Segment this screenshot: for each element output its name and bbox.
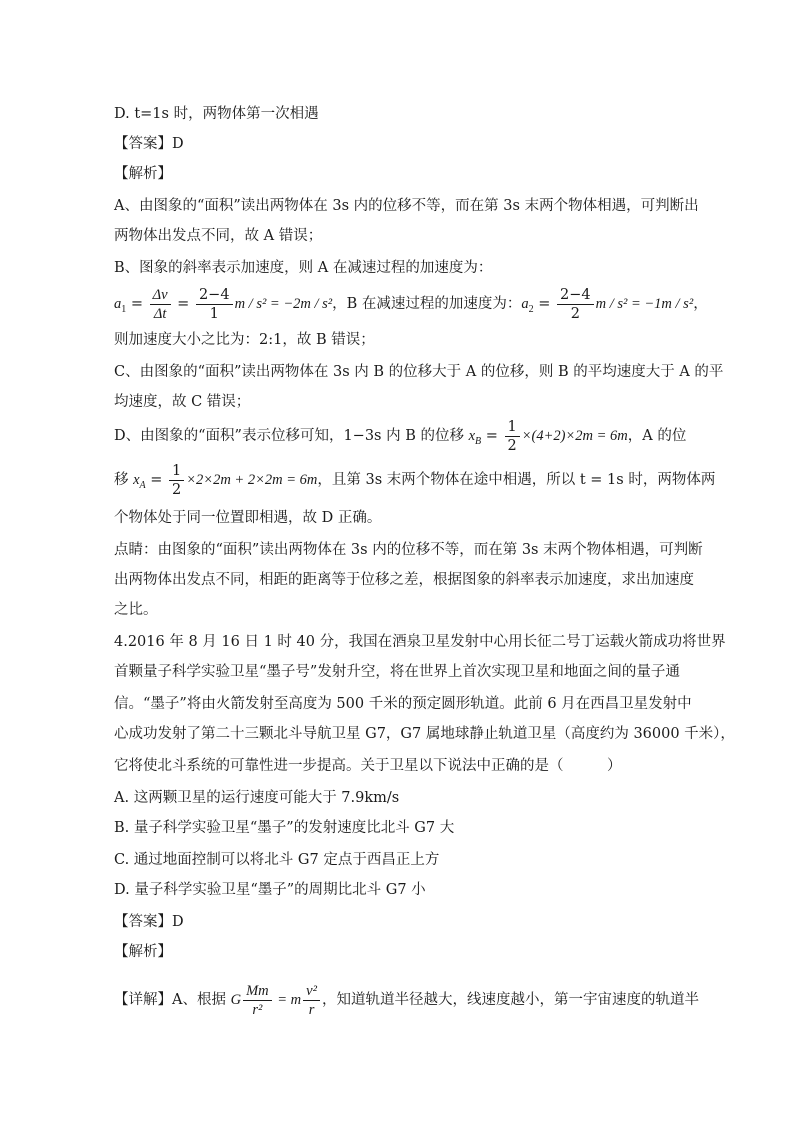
xb-denominator: 2	[507, 437, 517, 454]
option-b: B. 量子科学实验卫星“墨子”的发射速度比北斗 G7 大	[114, 820, 455, 836]
a1-subscript: 1	[121, 303, 127, 315]
analysis-b-line-1: B、图象的斜率表示加速度，则 A 在减速过程的加速度为：	[114, 260, 493, 276]
answer-label: 【答案】D	[114, 136, 184, 152]
xb-equals: =	[481, 428, 503, 444]
a1-value-fraction	[196, 286, 233, 323]
answer-label-2: 【答案】D	[114, 914, 184, 930]
detail-line	[114, 980, 699, 1020]
equals-m: = m	[273, 992, 302, 1008]
question-4-line-3: 信。“墨子”将由火箭发射至高度为 500 千米的预定圆形轨道。此前 6 月在西昌卫星发射中	[114, 696, 692, 712]
xb-numerator: 1	[505, 418, 520, 437]
xa-subscript: A	[139, 479, 146, 491]
analysis-d-line-3: 个物体处于同一位置即相遇，故 D 正确。	[114, 510, 382, 526]
xa-result: ×2×2m + 2×2m = 6m	[186, 472, 318, 488]
xb-result: ×(4+2)×2m = 6m	[521, 428, 628, 444]
option-d: D. 量子科学实验卫星“墨子”的周期比北斗 G7 小	[114, 882, 426, 898]
dv-dt-fraction	[150, 286, 171, 323]
a1-denominator: 1	[209, 305, 219, 322]
analysis-a-line-1: A、由图象的“面积”读出两物体在 3s 内的位移不等，而在第 3s 末两个物体相遇，可判断出	[114, 198, 699, 214]
option-a: A. 这两颗卫星的运行速度可能大于 7.9km/s	[114, 790, 400, 806]
l12-pre: 移	[114, 472, 134, 488]
tip-line-2: 出两物体出发点不同，相距的距离等于位移之差，根据图象的斜率表示加速度，求出加速度	[114, 572, 694, 588]
g-symbol: G	[230, 992, 242, 1008]
l12-post: ，且第 3s 末两个物体在途中相遇，所以 t = 1s 时，两物体两	[317, 472, 716, 488]
dv-numerator: Δv	[150, 286, 171, 305]
xb-subscript: B	[475, 435, 482, 447]
question-4-line-2: 首颗量子科学实验卫星“墨子号”发射升空，将在世界上首次实现卫星和地面之间的量子通	[114, 664, 680, 680]
a1-symbol: a	[114, 296, 122, 312]
xa-denominator: 2	[172, 481, 182, 498]
xb-symbol: x	[468, 428, 476, 444]
a2-value-fraction	[557, 286, 594, 323]
option-d-line: D. t=1s 时，两物体第一次相遇	[114, 106, 319, 122]
question-4-line-5: 它将使北斗系统的可靠性进一步提高。关于卫星以下说法中正确的是（ ）	[114, 758, 622, 774]
a1-numerator: 2−4	[196, 286, 233, 305]
a1-result: m / s² = −2m / s²	[234, 296, 333, 312]
question-4-line-1: 4.2016 年 8 月 16 日 1 时 40 分，我国在酒泉卫星发射中心用长征二号丁运载火箭成功将世界	[114, 634, 726, 650]
a2-subscript: 2	[528, 303, 534, 315]
detail-post: ，知道轨道半径越大，线速度越小，第一宇宙速度的轨道半	[321, 992, 699, 1008]
a2-tail: ，	[693, 296, 708, 312]
analysis-label-2: 【解析】	[114, 944, 172, 960]
b-deceleration-text: ，B 在减速过程的加速度为：	[332, 296, 522, 312]
r-denominator: r	[308, 1001, 315, 1018]
a2-result: m / s² = −1m / s²	[595, 296, 694, 312]
a2-denominator: 2	[570, 305, 580, 322]
analysis-c-line-2: 均速度，故 C 错误；	[114, 394, 251, 410]
xa-half-fraction	[169, 462, 184, 499]
dt-denominator: Δt	[153, 305, 167, 322]
centripetal-fraction	[303, 982, 320, 1019]
xa-symbol: x	[133, 472, 140, 488]
r2-denominator: r²	[252, 1001, 263, 1018]
v2-numerator: v²	[303, 982, 320, 1001]
analysis-a-line-2: 两物体出发点不同，故 A 错误；	[114, 228, 323, 244]
analysis-c-line-1: C、由图象的“面积”读出两物体在 3s 内 B 的位移大于 A 的位移，则 B 的平均速度大于 A 的平	[114, 364, 724, 380]
analysis-d-line-1	[114, 416, 686, 456]
xa-numerator: 1	[169, 462, 184, 481]
a2-numerator: 2−4	[557, 286, 594, 305]
a2-symbol: a	[521, 296, 529, 312]
d-text-2: ，A 的位	[627, 428, 687, 444]
xa-equals: =	[145, 472, 168, 488]
tip-line-1: 点睛：由图象的“面积”读出两物体在 3s 内的位移不等，而在第 3s 末两个物体相遇，可判断	[114, 542, 703, 558]
analysis-b-line-3: 则加速度大小之比为：2:1，故 B 错误；	[114, 332, 375, 348]
tip-line-3: 之比。	[114, 602, 158, 618]
analysis-d-line-2	[114, 460, 715, 500]
analysis-label: 【解析】	[114, 166, 172, 182]
question-4-line-4: 心成功发射了第二十三颗北斗导航卫星 G7，G7 属地球静止轨道卫星（高度约为 36000 千米），	[114, 726, 735, 742]
acceleration-equation: $a_1$ = $\frac{\Delta v}{\Delta t}$ = $\frac{2-4}{1}$ m / s² = −2m / s²，B 在减速过程的加速度为：$a_2$ = $\frac{2-4}{2}$ m / s² = −1m / s²，	[114, 286, 708, 322]
option-c: C. 通过地面控制可以将北斗 G7 定点于西昌正上方	[114, 852, 440, 868]
gravity-fraction	[243, 982, 272, 1019]
detail-pre: 【详解】A、根据	[114, 992, 231, 1008]
d-text-1: D、由图象的“面积”表示位移可知，1−3s 内 B 的位移	[114, 428, 469, 444]
mm-numerator: Mm	[243, 982, 272, 1001]
xb-half-fraction	[505, 418, 520, 455]
